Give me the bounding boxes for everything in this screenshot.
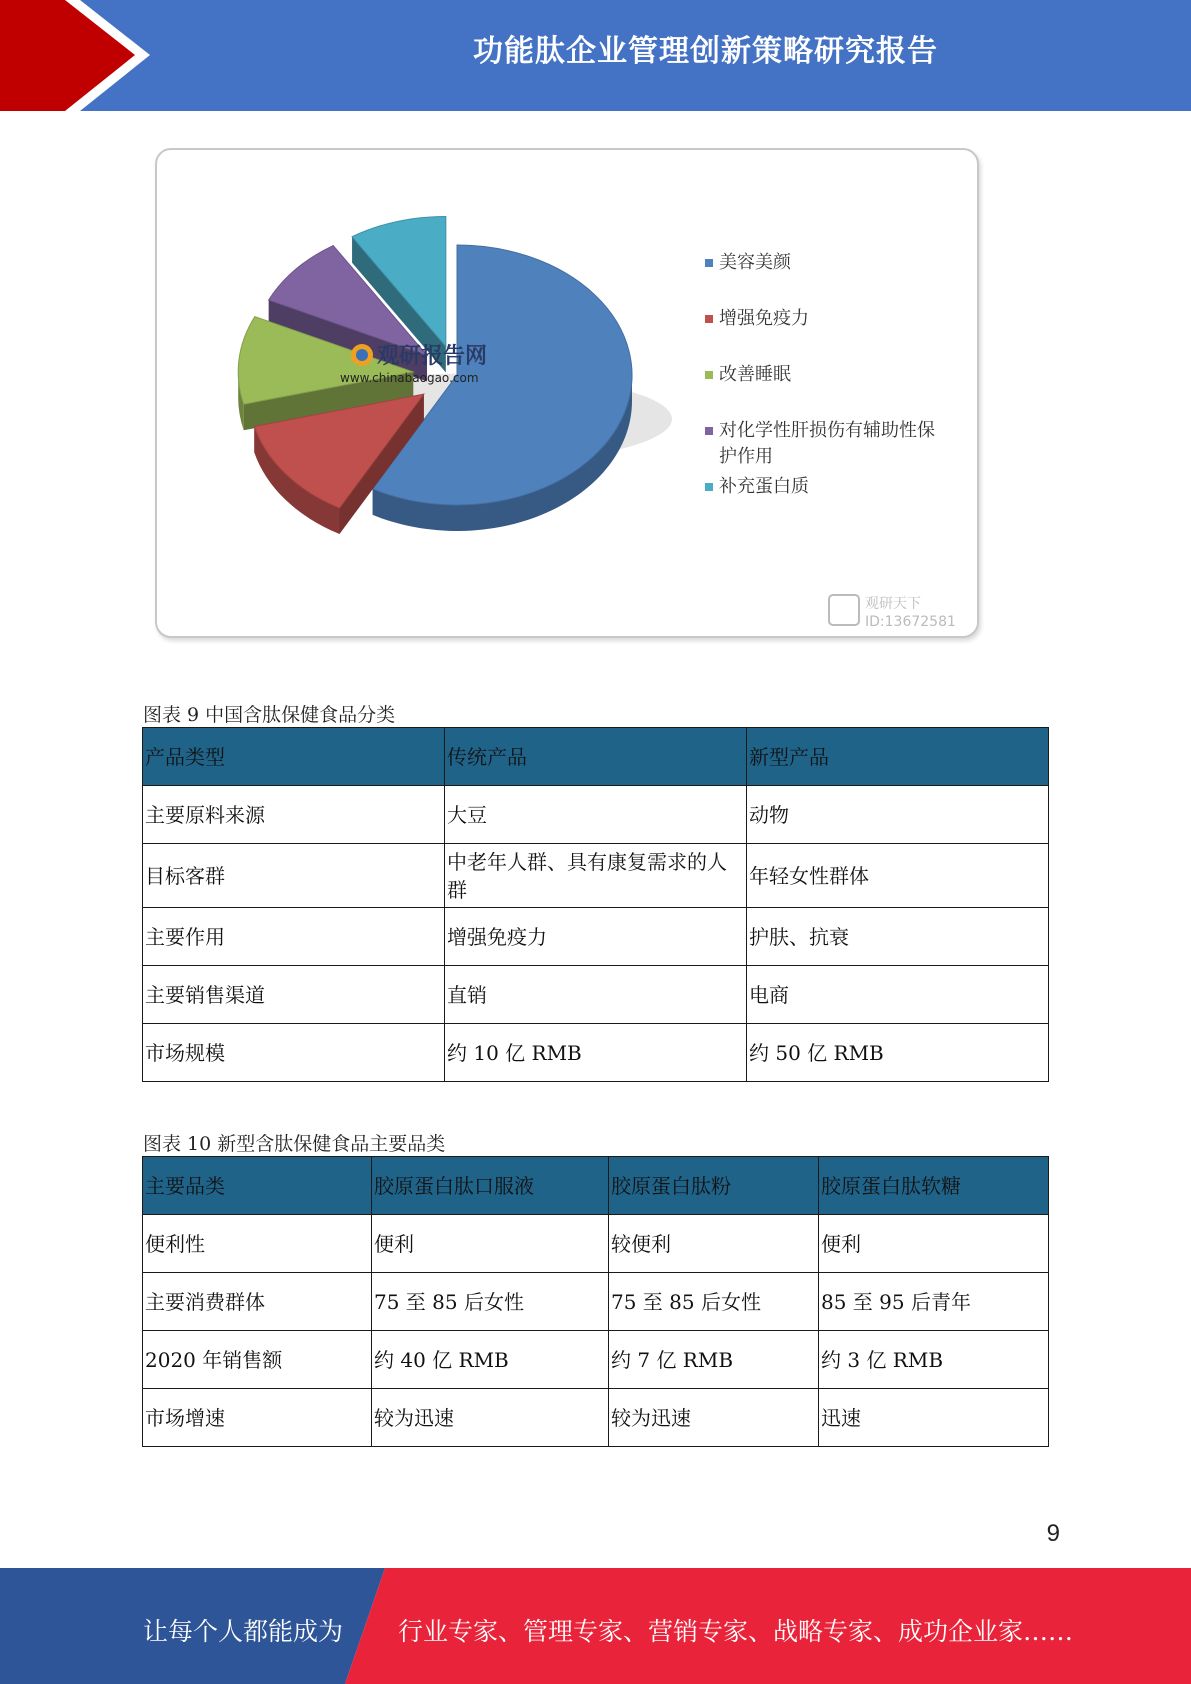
table-row xyxy=(143,1331,1049,1389)
table-cell: 约 3 亿 RMB xyxy=(819,1331,1049,1389)
table-row xyxy=(143,1215,1049,1273)
table-cell: 便利性 xyxy=(143,1215,372,1273)
table-cell: 目标客群 xyxy=(143,844,445,908)
report-title: 功能肽企业管理创新策略研究报告 xyxy=(473,34,938,69)
table-header-cell: 胶原蛋白肽口服液 xyxy=(372,1157,609,1215)
table-cell: 较为迅速 xyxy=(372,1389,609,1447)
watermark-url: www.chinabaogao.com xyxy=(340,371,479,385)
table-row xyxy=(143,1273,1049,1331)
legend-label: 增强免疫力 xyxy=(719,308,809,329)
legend-entry xyxy=(705,420,935,467)
watermark-logo-icon-inner xyxy=(356,349,368,361)
table9 xyxy=(142,727,1049,1082)
table-cell: 约 7 亿 RMB xyxy=(609,1331,819,1389)
page-number: 9 xyxy=(1046,1520,1060,1547)
legend-entry xyxy=(705,364,791,385)
header-arrow-decoration xyxy=(0,0,160,111)
legend-label: 护作用 xyxy=(719,446,773,467)
table-row xyxy=(143,1024,1049,1082)
page-footer xyxy=(0,1568,1191,1684)
legend-entry xyxy=(705,476,809,497)
table-cell: 主要原料来源 xyxy=(143,786,445,844)
table-cell: 中老年人群、具有康复需求的人群 xyxy=(445,844,747,908)
table-header-cell: 产品类型 xyxy=(143,728,445,786)
table-header-cell: 传统产品 xyxy=(445,728,747,786)
table-cell: 便利 xyxy=(819,1215,1049,1273)
table-cell: 年轻女性群体 xyxy=(747,844,1049,908)
watermark-brand: 观研报告网 xyxy=(377,344,488,369)
table-row xyxy=(143,786,1049,844)
legend-label: 改善睡眠 xyxy=(719,364,791,385)
legend-swatch xyxy=(705,315,713,323)
table-cell: 75 至 85 后女性 xyxy=(372,1273,609,1331)
table-cell: 约 50 亿 RMB xyxy=(747,1024,1049,1082)
legend-entry xyxy=(705,308,809,329)
table-cell: 增强免疫力 xyxy=(445,908,747,966)
table-header-cell: 胶原蛋白肽软糖 xyxy=(819,1157,1049,1215)
table-cell: 较便利 xyxy=(609,1215,819,1273)
table-cell: 较为迅速 xyxy=(609,1389,819,1447)
table-row xyxy=(143,844,1049,908)
watermark-stamp-icon xyxy=(829,595,859,625)
table-row xyxy=(143,1389,1049,1447)
legend-swatch xyxy=(705,371,713,379)
table10-caption: 图表 10 新型含肽保健食品主要品类 xyxy=(143,1133,446,1155)
table-cell: 迅速 xyxy=(819,1389,1049,1447)
legend-swatch xyxy=(705,259,713,267)
table-cell: 直销 xyxy=(445,966,747,1024)
legend-entry xyxy=(705,252,792,273)
table-cell: 市场规模 xyxy=(143,1024,445,1082)
table-cell: 动物 xyxy=(747,786,1049,844)
watermark-stamp-id: ID:13672581 xyxy=(865,614,956,630)
table-cell: 2020 年销售额 xyxy=(143,1331,372,1389)
pie-chart xyxy=(157,150,981,640)
table-cell: 大豆 xyxy=(445,786,747,844)
table-cell: 85 至 95 后青年 xyxy=(819,1273,1049,1331)
table-header-cell: 新型产品 xyxy=(747,728,1049,786)
legend-label: 补充蛋白质 xyxy=(719,476,809,497)
page-header xyxy=(0,0,1191,111)
watermark-stamp xyxy=(829,595,956,630)
table-cell: 约 10 亿 RMB xyxy=(445,1024,747,1082)
watermark-stamp-name: 观研天下 xyxy=(865,596,921,612)
table-header-row xyxy=(143,1157,1049,1215)
table-cell: 主要销售渠道 xyxy=(143,966,445,1024)
footer-slogan-right: 行业专家、管理专家、营销专家、战略专家、成功企业家…… xyxy=(398,1617,1074,1646)
table-header-row xyxy=(143,728,1049,786)
table-cell: 主要作用 xyxy=(143,908,445,966)
table-header-cell: 胶原蛋白肽粉 xyxy=(609,1157,819,1215)
watermark-logo xyxy=(340,343,487,385)
table-cell: 护肤、抗衰 xyxy=(747,908,1049,966)
table-header-cell: 主要品类 xyxy=(143,1157,372,1215)
table-cell: 主要消费群体 xyxy=(143,1273,372,1331)
table9-caption: 图表 9 中国含肽保健食品分类 xyxy=(143,704,396,726)
legend-label: 对化学性肝损伤有辅助性保 xyxy=(719,420,935,441)
table-row xyxy=(143,908,1049,966)
table-cell: 便利 xyxy=(372,1215,609,1273)
legend-label: 美容美颜 xyxy=(719,252,791,273)
legend-swatch xyxy=(705,483,713,491)
pie-chart-frame xyxy=(155,148,979,638)
table-cell: 75 至 85 后女性 xyxy=(609,1273,819,1331)
legend-swatch xyxy=(705,427,713,435)
table10 xyxy=(142,1156,1049,1447)
footer-slogan-left: 让每个人都能成为 xyxy=(143,1617,344,1646)
table-cell: 市场增速 xyxy=(143,1389,372,1447)
table-cell: 电商 xyxy=(747,966,1049,1024)
table-row xyxy=(143,966,1049,1024)
table-cell: 约 40 亿 RMB xyxy=(372,1331,609,1389)
